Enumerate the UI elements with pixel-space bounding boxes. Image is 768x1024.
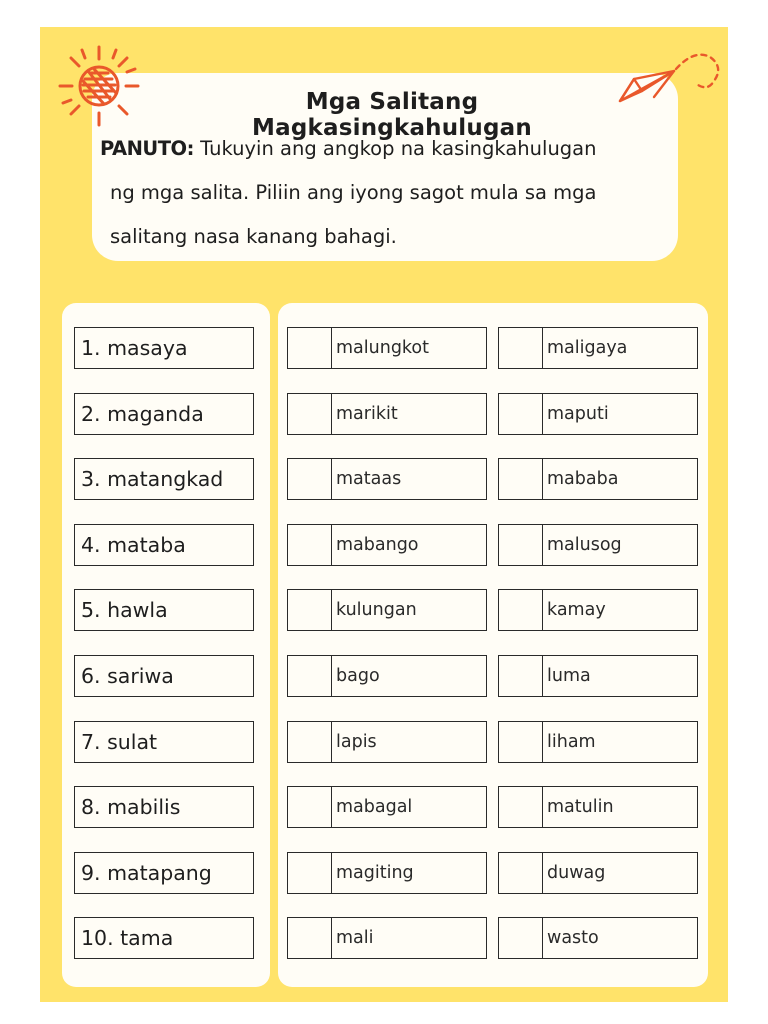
choice-label: maputi [547, 403, 609, 424]
instructions-line-1: Tukuyin ang angkop na kasingkahulugan [200, 137, 597, 160]
choice-label: magiting [336, 862, 414, 883]
answer-checkbox[interactable] [499, 459, 543, 499]
choice-option[interactable] [498, 721, 698, 763]
choice-label: liham [547, 731, 596, 752]
choice-option[interactable] [498, 589, 698, 631]
answer-checkbox[interactable] [288, 459, 332, 499]
answer-checkbox[interactable] [499, 328, 543, 368]
item-word: 7. sulat [74, 721, 254, 763]
choice-label: mabagal [336, 797, 413, 818]
answer-checkbox[interactable] [288, 328, 332, 368]
choice-option[interactable] [498, 458, 698, 500]
choice-option[interactable] [287, 589, 487, 631]
answer-checkbox[interactable] [499, 787, 543, 827]
choice-label: luma [547, 666, 591, 686]
sun-icon [54, 41, 144, 131]
choice-option[interactable] [498, 917, 698, 959]
item-word: 5. hawla [74, 589, 254, 631]
item-word: 1. masaya [74, 327, 254, 369]
instructions-label: PANUTO: [100, 137, 194, 160]
choice-label: maligaya [547, 338, 628, 358]
answer-checkbox[interactable] [499, 918, 543, 958]
answer-checkbox[interactable] [288, 394, 332, 434]
choice-option[interactable] [498, 852, 698, 894]
choice-label: kulungan [336, 600, 417, 621]
item-word: 10. tama [74, 917, 254, 959]
answer-checkbox[interactable] [288, 525, 332, 565]
instructions-line-3: salitang nasa kanang bahagi. [110, 225, 397, 248]
answer-checkbox[interactable] [499, 853, 543, 893]
worksheet [40, 27, 728, 1002]
choice-option[interactable] [287, 917, 487, 959]
choice-label: mabango [336, 534, 419, 555]
answer-checkbox[interactable] [288, 656, 332, 696]
choice-option[interactable] [287, 327, 487, 369]
answer-checkbox[interactable] [288, 722, 332, 762]
answer-checkbox[interactable] [499, 525, 543, 565]
choice-label: matulin [547, 797, 614, 818]
answer-checkbox[interactable] [288, 787, 332, 827]
paper-plane-icon [614, 41, 724, 121]
choice-label: mababa [547, 469, 619, 490]
choice-option[interactable] [287, 393, 487, 435]
item-word: 6. sariwa [74, 655, 254, 697]
choice-label: malusog [547, 534, 622, 555]
choice-option[interactable] [498, 393, 698, 435]
choice-option[interactable] [287, 786, 487, 828]
choice-option[interactable] [287, 655, 487, 697]
answer-checkbox[interactable] [499, 394, 543, 434]
item-word: 4. mataba [74, 524, 254, 566]
choice-option[interactable] [498, 786, 698, 828]
answer-checkbox[interactable] [288, 590, 332, 630]
item-word: 9. matapang [74, 852, 254, 894]
choice-label: marikit [336, 403, 398, 424]
answer-checkbox[interactable] [288, 918, 332, 958]
instructions-line-2: ng mga salita. Piliin ang iyong sagot mula sa mga [110, 181, 597, 204]
item-word: 3. matangkad [74, 458, 254, 500]
item-word: 2. maganda [74, 393, 254, 435]
choice-option[interactable] [287, 852, 487, 894]
instructions [100, 127, 690, 259]
answer-checkbox[interactable] [288, 853, 332, 893]
choice-option[interactable] [498, 327, 698, 369]
choice-option[interactable] [287, 458, 487, 500]
item-word: 8. mabilis [74, 786, 254, 828]
choice-option[interactable] [287, 721, 487, 763]
answer-checkbox[interactable] [499, 656, 543, 696]
answer-checkbox[interactable] [499, 590, 543, 630]
choice-label: lapis [336, 731, 377, 752]
choice-label: mataas [336, 469, 402, 490]
choice-label: bago [336, 666, 380, 686]
worksheet-title: Mga Salitang Magkasingkahulugan [252, 89, 532, 141]
choice-option[interactable] [498, 524, 698, 566]
choice-label: malungkot [336, 338, 430, 358]
answer-checkbox[interactable] [499, 722, 543, 762]
choice-label: duwag [547, 862, 606, 883]
choice-option[interactable] [287, 524, 487, 566]
choice-label: wasto [547, 928, 599, 949]
choice-label: mali [336, 928, 374, 949]
choice-option[interactable] [498, 655, 698, 697]
choice-label: kamay [547, 600, 606, 621]
